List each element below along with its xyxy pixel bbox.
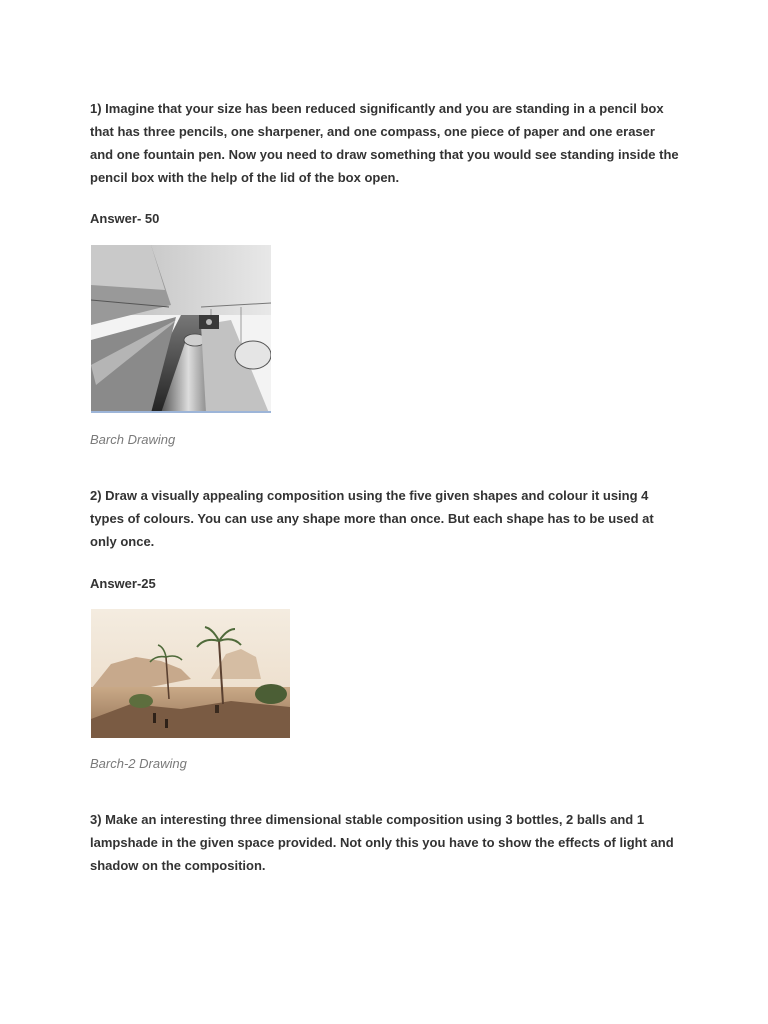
caption-2: Barch-2 Drawing [90,756,187,771]
answer-2: Answer-25 [90,576,156,591]
answer-1: Answer- 50 [90,211,160,226]
desert-landscape-drawing-image [91,609,290,738]
question-2: 2) Draw a visually appealing composition using the five given shapes and colour it using 4 types of colours. You can use any shape more than once. But each shape has to be used at only once. [90,488,654,549]
question-1: 1) Imagine that your size has been reduced significantly and you are standing in a pencil box that has three pencils, one sharpener, and one compass, one piece of paper and one eraser and one fountain pen. Now you need to draw something that you would see standing inside the pencil box with the help of the lid of the box open. [90,101,679,185]
caption-1: Barch Drawing [90,432,176,447]
question-3: 3) Make an interesting three dimensional stable composition using 3 bottles, 2 balls and 1 lampshade in the given space provided. Not only this you have to show the effects of light and shadow on the composition. [90,812,674,873]
pencil-box-drawing-image [91,245,271,413]
